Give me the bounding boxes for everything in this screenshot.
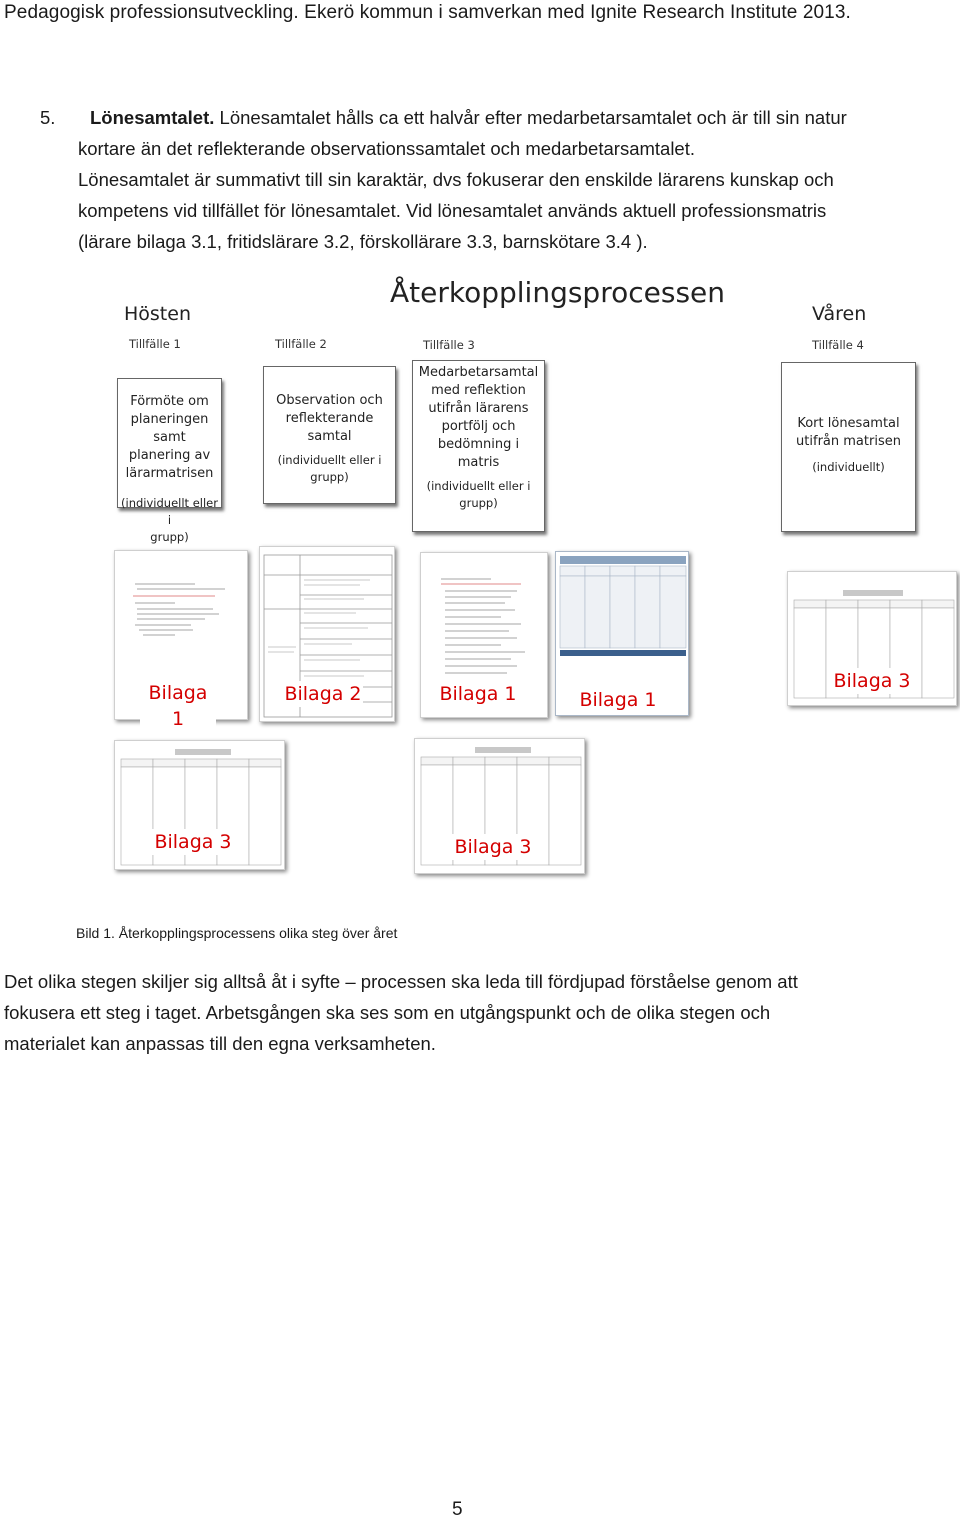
occasion-3-label: Tillfälle 3 — [423, 338, 475, 352]
step-box-3 — [412, 360, 545, 532]
step-2-line: Observation och — [276, 393, 383, 408]
paragraph-line-1: Det olika stegen skiljer sig alltså åt i syfte – processen ska leda till fördjupad förståelse genom att — [4, 971, 798, 992]
attachment-label-6: Bilaga 3 — [148, 829, 238, 855]
step-2-sub: grupp) — [310, 470, 349, 484]
step-1-line: planeringen samt — [130, 412, 209, 445]
attachment-label-4: Bilaga 1 — [568, 687, 668, 713]
step-3-sub: grupp) — [459, 496, 498, 510]
step-box-1 — [117, 378, 222, 544]
step-2-line: reflekterande — [285, 411, 374, 426]
section-text-line1: Lönesamtalet hålls ca ett halvår efter medarbetarsamtalet och är till sin natur — [214, 107, 847, 128]
attachment-label-3: Bilaga 1 — [439, 683, 517, 705]
section-heading: Lönesamtalet. — [90, 107, 215, 128]
step-1-sub: grupp) — [150, 530, 189, 544]
occasion-2-label: Tillfälle 2 — [275, 337, 327, 351]
occasion-4-label: Tillfälle 4 — [812, 338, 864, 352]
page-number: 5 — [452, 1499, 463, 1520]
step-3-line: med reflektion — [431, 383, 526, 398]
step-box-4 — [781, 362, 916, 532]
closing-paragraph — [4, 966, 944, 1059]
step-3-line: portfölj och — [441, 419, 516, 434]
section-text-line4: kompetens vid tillfället för lönesamtalet. Vid lönesamtalet används aktuell professionsmatris — [78, 200, 827, 221]
step-4-line: Kort lönesamtal — [797, 416, 900, 431]
season-spring: Våren — [812, 303, 867, 325]
step-1-line: planering av — [128, 448, 211, 463]
step-2-sub: (individuellt eller i — [277, 453, 382, 467]
figure-caption: Bild 1. Återkopplingsprocessens olika steg över året — [76, 925, 398, 941]
step-3-sub: (individuellt eller i — [426, 479, 531, 493]
section-text-line3: Lönesamtalet är summativt till sin karaktär, dvs fokuserar den enskilde lärarens kunskap och — [78, 169, 834, 190]
section-number: 5. — [40, 107, 56, 128]
step-3-line: utifrån lärarens — [428, 401, 529, 416]
section-text-line5: (lärare bilaga 3.1, fritidslärare 3.2, förskollärare 3.3, barnskötare 3.4 ). — [78, 231, 648, 252]
step-1-line: Förmöte om — [130, 394, 209, 409]
step-3-line: Medarbetarsamtal — [418, 365, 539, 380]
step-3-line: bedömning i — [437, 437, 520, 452]
step-3-line: matris — [457, 455, 500, 470]
paragraph-line-3: materialet kan anpassas till den egna verksamheten. — [4, 1033, 436, 1054]
season-autumn: Hösten — [124, 303, 191, 325]
step-1-line: lärarmatrisen — [125, 466, 214, 481]
step-1-sub: (individuellt eller i — [121, 496, 218, 527]
step-4-sub: (individuellt) — [812, 460, 885, 474]
step-box-2 — [263, 366, 396, 504]
paragraph-line-2: fokusera ett steg i taget. Arbetsgången ska ses som en utgångspunkt och de olika stegen och — [4, 1002, 771, 1023]
page-header: Pedagogisk professionsutveckling. Ekerö kommun i samverkan med Ignite Research Institute 2013. — [4, 2, 851, 23]
attachment-label-7: Bilaga 3 — [452, 834, 534, 860]
attachment-label-5: Bilaga 3 — [833, 670, 911, 692]
diagram-title: Återkopplingsprocessen — [390, 276, 726, 309]
attachment-label-1: Bilaga 1 — [140, 680, 216, 732]
occasion-1-label: Tillfälle 1 — [129, 337, 181, 351]
step-2-line: samtal — [307, 429, 352, 444]
step-4-line: utifrån matrisen — [796, 434, 901, 449]
section-lonesamtalet — [40, 102, 940, 257]
section-text-line2: kortare än det reflekterande observationssamtalet och medarbetarsamtalet. — [78, 138, 695, 159]
attachment-label-2: Bilaga 2 — [284, 683, 362, 705]
